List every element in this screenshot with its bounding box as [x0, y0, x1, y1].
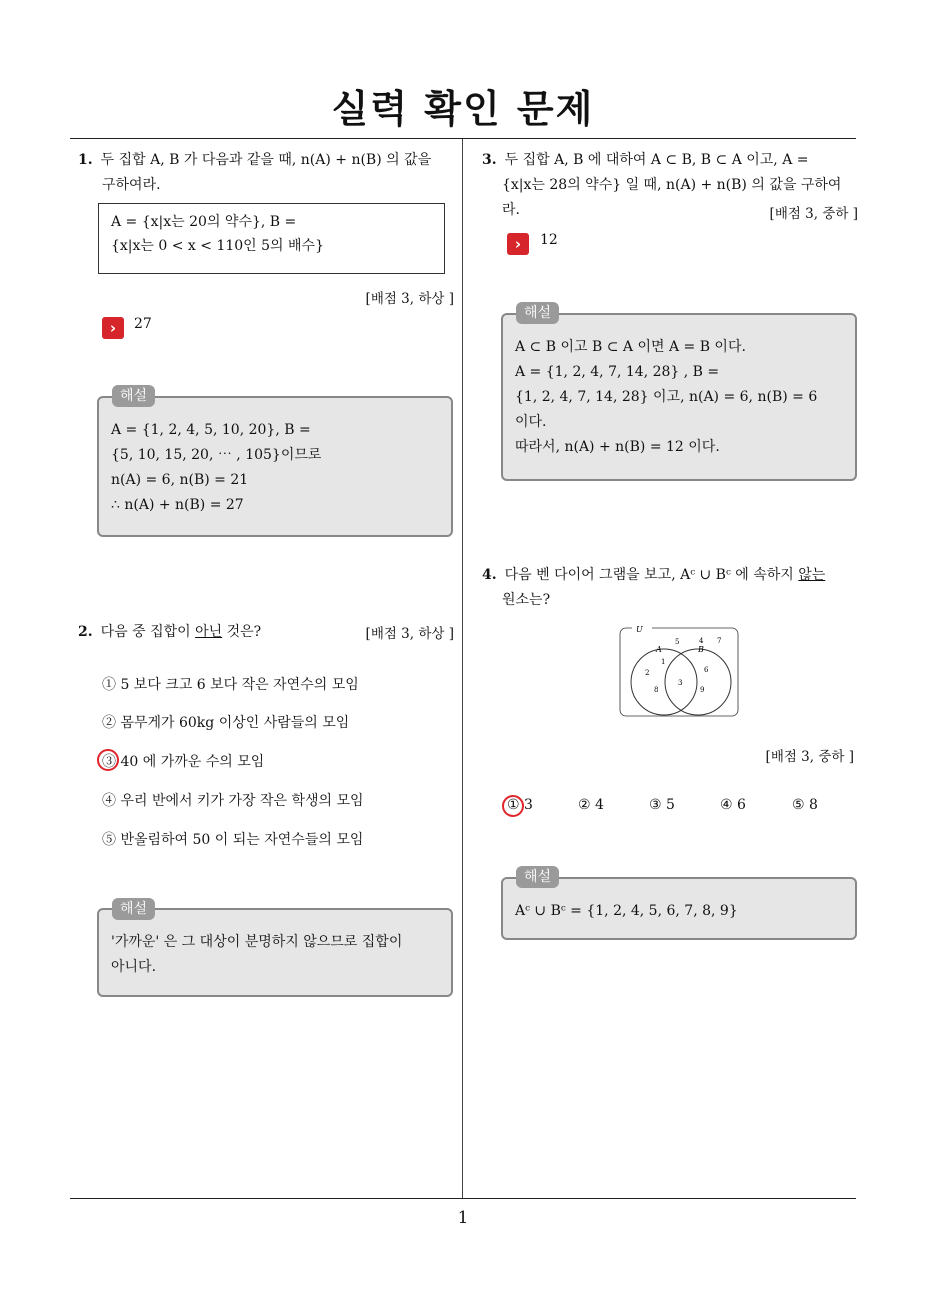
choice-1[interactable]: ① 3 [507, 797, 533, 813]
question-1 [78, 148, 458, 198]
answer-value: 27 [134, 316, 152, 332]
solution-line: {1, 2, 4, 7, 14, 28} 이고, n(A) = 6, n(B) = 6 [515, 389, 818, 405]
question-text: {x|x는 28의 약수} 일 때, n(A) + n(B) 의 값을 구하여 [502, 177, 842, 193]
solution-box [97, 908, 453, 997]
solution-line: n(A) = 6, n(B) = 21 [111, 472, 249, 488]
question-text: 구하여라. [102, 177, 161, 193]
question-text: 두 집합 A, B 에 대하여 A ⊂ B, B ⊂ A 이고, A = [504, 152, 809, 168]
venn-element: 5 [675, 638, 680, 646]
solution-line: A = {1, 2, 4, 7, 14, 28} , B = [515, 364, 720, 380]
question-number: 2. [78, 624, 93, 640]
answer-value: 12 [540, 232, 558, 248]
question-text: 것은? [222, 624, 262, 640]
venn-element: 8 [654, 686, 659, 694]
answer-arrow-icon: › [102, 317, 124, 339]
solution-line: '가까운' 은 그 대상이 분명하지 않으므로 집합이 [111, 934, 403, 950]
choice-4[interactable]: ④ 6 [720, 797, 746, 813]
choice-5[interactable]: ⑤ 반올림하여 50 이 되는 자연수들의 모임 [102, 832, 364, 848]
solution-line: 이다. [515, 414, 547, 430]
venn-element: 3 [678, 679, 683, 687]
points-label: [배점 3, 하상 ] [365, 626, 454, 642]
points-label: [배점 3, 중하 ] [769, 206, 858, 222]
venn-element: 1 [661, 658, 666, 666]
question-text: 다음 벤 다이어 그램을 보고, Aᶜ ∪ Bᶜ 에 속하지 [504, 567, 799, 583]
venn-label-B: B [698, 645, 704, 654]
question-text: 다음 중 집합이 [100, 624, 196, 640]
choice-3[interactable]: ③ 40 에 가까운 수의 모임 [102, 754, 265, 770]
box-line: A = {x|x는 20의 약수}, B = [111, 214, 297, 230]
points-label: [배점 3, 하상 ] [365, 291, 454, 307]
venn-element: 4 [699, 637, 704, 645]
question-number: 1. [78, 152, 93, 168]
solution-line: A = {1, 2, 4, 5, 10, 20}, B = [111, 422, 311, 438]
set-definition-box [98, 203, 445, 274]
question-number: 4. [482, 567, 497, 583]
question-text: 두 집합 A, B 가 다음과 같을 때, n(A) + n(B) 의 값을 [100, 152, 432, 168]
top-rule [70, 138, 856, 139]
answer-arrow-icon: › [507, 233, 529, 255]
column-divider [462, 139, 463, 1199]
selected-answer-mark [502, 795, 524, 817]
box-line: {x|x는 0 < x < 110인 5의 배수} [111, 238, 324, 254]
selected-answer-mark [97, 749, 119, 771]
solution-line: A ⊂ B 이고 B ⊂ A 이면 A = B 이다. [515, 339, 746, 355]
solution-tag: 해설 [516, 866, 559, 888]
question-text: 원소는? [502, 592, 551, 608]
question-number: 3. [482, 152, 497, 168]
solution-box [97, 396, 453, 537]
solution-line: {5, 10, 15, 20, ⋯ , 105}이므로 [111, 447, 322, 463]
choice-1[interactable]: ① 5 보다 크고 6 보다 작은 자연수의 모임 [102, 677, 359, 693]
venn-label-U: U [636, 625, 643, 634]
choice-4[interactable]: ④ 우리 반에서 키가 가장 작은 학생의 모임 [102, 793, 364, 809]
choice-2[interactable]: ② 몸무게가 60kg 이상인 사람들의 모임 [102, 715, 350, 731]
bottom-rule [70, 1198, 856, 1199]
choice-5[interactable]: ⑤ 8 [792, 797, 818, 813]
page-number: 1 [457, 1208, 469, 1228]
venn-element: 9 [700, 686, 705, 694]
points-label: [배점 3, 중하 ] [765, 749, 854, 765]
choice-3[interactable]: ③ 5 [649, 797, 675, 813]
venn-element: 2 [645, 669, 650, 677]
page-title: 실력 확인 문제 [331, 87, 595, 131]
solution-line: ∴ n(A) + n(B) = 27 [111, 497, 244, 513]
underlined-word: 아닌 [195, 624, 223, 640]
solution-box [501, 313, 857, 481]
venn-element: 7 [717, 637, 722, 645]
solution-line: Aᶜ ∪ Bᶜ = {1, 2, 4, 5, 6, 7, 8, 9} [515, 903, 738, 919]
solution-line: 아니다. [111, 959, 157, 975]
underlined-word: 않는 [798, 567, 826, 583]
question-2 [78, 620, 338, 645]
solution-tag: 해설 [112, 385, 155, 407]
venn-diagram [618, 624, 742, 720]
question-text: 라. [502, 202, 520, 218]
question-4 [482, 563, 860, 613]
venn-label-A: A [656, 645, 662, 654]
solution-tag: 해설 [112, 898, 155, 920]
venn-element: 6 [704, 666, 709, 674]
solution-line: 따라서, n(A) + n(B) = 12 이다. [515, 439, 720, 455]
solution-tag: 해설 [516, 302, 559, 324]
choice-2[interactable]: ② 4 [578, 797, 604, 813]
